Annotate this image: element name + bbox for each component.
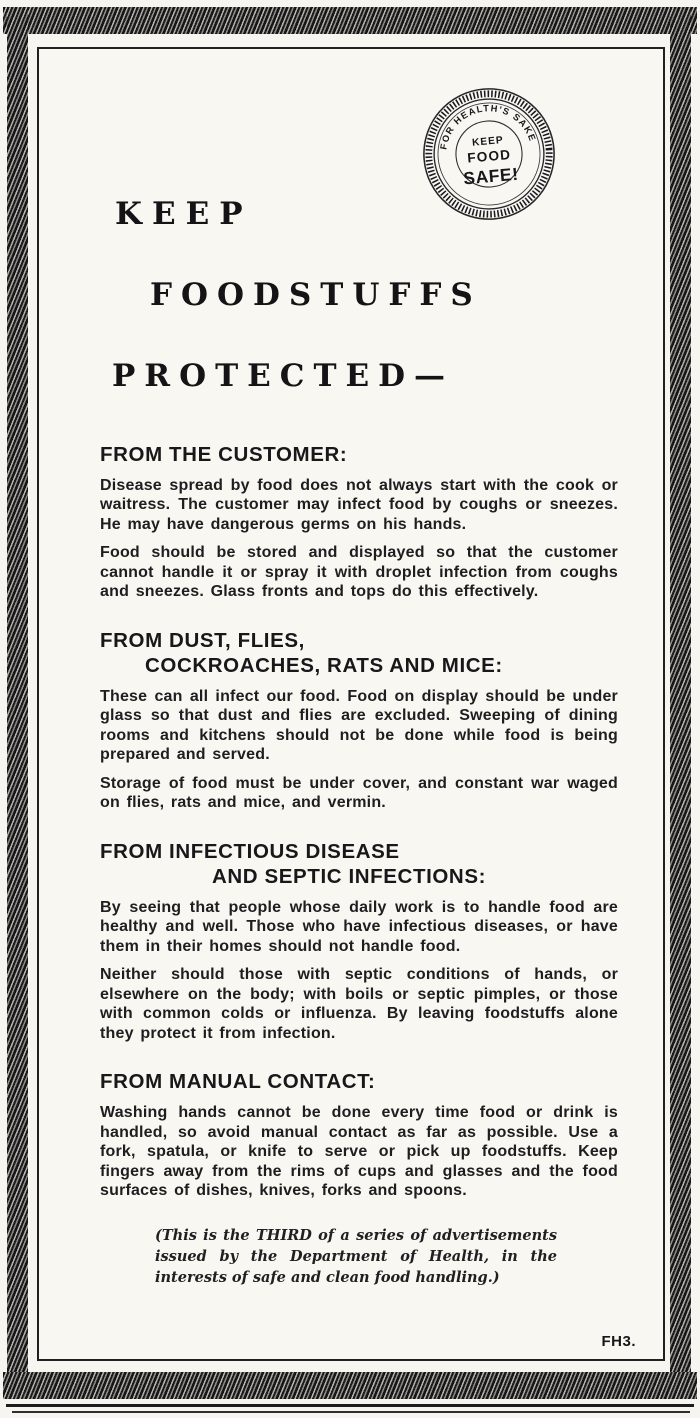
- title-line-protected: PROTECTED—: [112, 358, 455, 395]
- border-hatch-bottom: [3, 1372, 697, 1399]
- section-from-manual-contact: [100, 1069, 618, 1201]
- paragraph: Neither should those with septic conditions of hands, or elsewhere on the body; with boils or septic pimples, or those with common colds or influenza. By leaving foodstuffs alone they protect it from infection.: [100, 966, 618, 1042]
- paragraph: These can all infect our food. Food on display should be under glass so that dust and flies are excluded. Sweeping of dining rooms and kitchens should not be done while food is being prepared and served.: [100, 687, 618, 764]
- document-content: [100, 0, 618, 1288]
- seal-safe-text: SAFE!: [462, 163, 520, 189]
- paragraph: Storage of food must be under cover, and constant war waged on flies, rats and mice, and vermin.: [100, 774, 618, 812]
- seal-keep-text: KEEP: [471, 134, 505, 149]
- section-heading: FROM MANUAL CONTACT:: [100, 1070, 376, 1094]
- section-heading-line-2: COCKROACHES, RATS AND MICE:: [145, 653, 503, 677]
- section-heading: FROM THE CUSTOMER:: [100, 442, 348, 466]
- section-from-the-customer: [100, 442, 618, 602]
- paragraph: Disease spread by food does not always start with the cook or waitress. The customer may infect food by coughs or sneezes. He may have dangerous germs on his hands.: [100, 476, 618, 533]
- title-line-foodstuffs: FOODSTUFFS: [150, 277, 482, 314]
- bottom-rule-thin: [12, 1411, 690, 1413]
- paragraph: Washing hands cannot be done every time food or drink is handled, so avoid manual contact as far as possible. Use a fork, spatula, or knife to serve or pick up foodstuffs. Keep fingers away from the rims of cups and glasses and the food surfaces of dishes, knives, forks and spoons.: [100, 1104, 618, 1200]
- section-heading-line-2: AND SEPTIC INFECTIONS:: [212, 864, 487, 888]
- poster-title: [100, 196, 618, 396]
- border-hatch-left: [7, 7, 28, 1399]
- reference-mark: FH3.: [601, 1333, 636, 1350]
- section-from-dust-flies: [100, 628, 618, 813]
- border-hatch-right: [670, 7, 691, 1399]
- seal-arc-text: FOR HEALTH'S SAKE: [438, 103, 538, 151]
- section-from-infectious-disease: [100, 839, 618, 1044]
- paragraph: By seeing that people whose daily work is to handle food are healthy and well. Those who have infectious diseases, or have them in their homes should not handle food.: [100, 898, 618, 955]
- title-line-keep: KEEP: [115, 196, 253, 232]
- bottom-rule-thick: [6, 1404, 694, 1407]
- seal-food-text: FOOD: [466, 146, 512, 166]
- section-heading: FROM INFECTIOUS DISEASE: [100, 839, 400, 863]
- series-note: (This is the THIRD of a series of advertisements issued by the Department of Health, in the interests of safe and clean food handling.): [155, 1226, 557, 1286]
- paragraph: Food should be stored and displayed so that the customer cannot handle it or spray it with droplet infection from coughs and sneezes. Glass fronts and tops do this effectively.: [100, 544, 618, 601]
- section-heading: FROM DUST, FLIES,: [100, 628, 305, 652]
